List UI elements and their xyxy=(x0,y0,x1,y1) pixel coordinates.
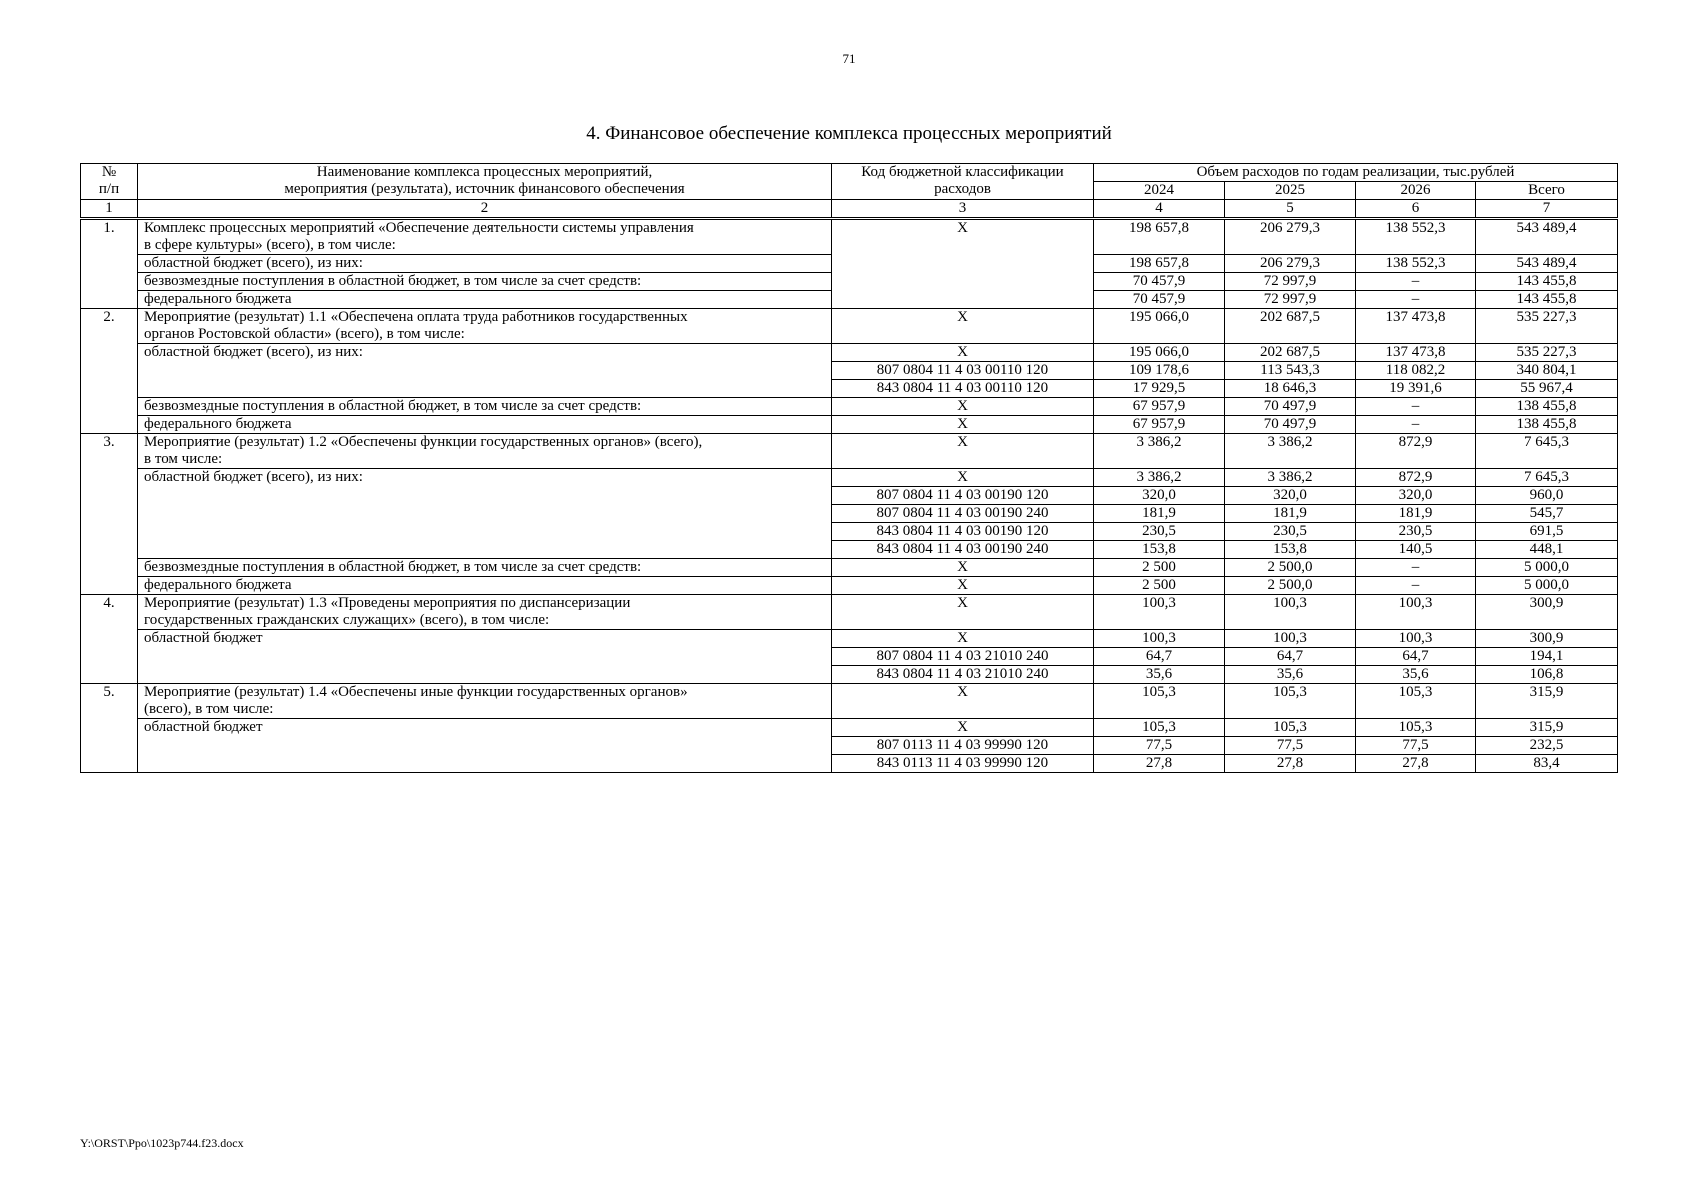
value-cell: 3 386,2 xyxy=(1094,469,1225,487)
budget-code: 807 0804 11 4 03 00190 240 xyxy=(832,505,1094,523)
value-cell: 2 500,0 xyxy=(1225,559,1356,577)
value-cell: 137 473,8 xyxy=(1356,309,1476,344)
value-cell: 545,7 xyxy=(1476,505,1618,523)
row-name: федерального бюджета xyxy=(138,577,832,595)
value-cell: 70 497,9 xyxy=(1225,398,1356,416)
budget-code: X xyxy=(832,416,1094,434)
value-cell: 232,5 xyxy=(1476,737,1618,755)
row-name: областной бюджет xyxy=(138,630,832,684)
value-cell: 960,0 xyxy=(1476,487,1618,505)
header-name xyxy=(138,164,832,200)
value-cell: 7 645,3 xyxy=(1476,434,1618,469)
col-number: 5 xyxy=(1225,200,1356,219)
budget-code: 843 0804 11 4 03 00190 120 xyxy=(832,523,1094,541)
col-number: 2 xyxy=(138,200,832,219)
value-cell: 230,5 xyxy=(1225,523,1356,541)
value-cell: 2 500 xyxy=(1094,559,1225,577)
value-cell: 27,8 xyxy=(1225,755,1356,773)
row-name: безвозмездные поступления в областной бюджет, в том числе за счет средств: xyxy=(138,398,832,416)
value-cell: 55 967,4 xyxy=(1476,380,1618,398)
table-row xyxy=(81,398,1618,416)
value-cell: 3 386,2 xyxy=(1094,434,1225,469)
row-name: Мероприятие (результат) 1.3 «Проведены мероприятия по диспансеризации государственных гражданских служащих» (всего), в том числе: xyxy=(138,595,832,630)
value-cell: 70 457,9 xyxy=(1094,291,1225,309)
value-cell: 198 657,8 xyxy=(1094,219,1225,255)
header-2025: 2025 xyxy=(1225,182,1356,200)
table-header xyxy=(81,164,1618,219)
value-cell: 202 687,5 xyxy=(1225,309,1356,344)
row-number: 4. xyxy=(81,595,138,684)
value-cell: 543 489,4 xyxy=(1476,255,1618,273)
value-cell: – xyxy=(1356,273,1476,291)
value-cell: 691,5 xyxy=(1476,523,1618,541)
value-cell: – xyxy=(1356,398,1476,416)
value-cell: 100,3 xyxy=(1356,595,1476,630)
value-cell: – xyxy=(1356,559,1476,577)
value-cell: 5 000,0 xyxy=(1476,559,1618,577)
value-cell: 300,9 xyxy=(1476,630,1618,648)
value-cell: 2 500 xyxy=(1094,577,1225,595)
value-cell: 72 997,9 xyxy=(1225,291,1356,309)
page-number: 71 xyxy=(842,51,856,66)
budget-code: 843 0113 11 4 03 99990 120 xyxy=(832,755,1094,773)
col-number: 3 xyxy=(832,200,1094,219)
value-cell: 100,3 xyxy=(1094,630,1225,648)
budget-code: X xyxy=(832,719,1094,737)
table-row xyxy=(81,630,1618,648)
value-cell: 535 227,3 xyxy=(1476,309,1618,344)
value-cell: 105,3 xyxy=(1094,684,1225,719)
value-cell: 138 455,8 xyxy=(1476,416,1618,434)
header-2024: 2024 xyxy=(1094,182,1225,200)
row-name: областной бюджет (всего), из них: xyxy=(138,469,832,559)
budget-code: X xyxy=(832,398,1094,416)
table-row xyxy=(81,344,1618,362)
value-cell: 230,5 xyxy=(1094,523,1225,541)
budget-code: 807 0804 11 4 03 21010 240 xyxy=(832,648,1094,666)
value-cell: 35,6 xyxy=(1094,666,1225,684)
budget-code: 807 0804 11 4 03 00190 120 xyxy=(832,487,1094,505)
value-cell: 7 645,3 xyxy=(1476,469,1618,487)
budget-code: X xyxy=(832,309,1094,344)
header-no xyxy=(81,164,138,200)
value-cell: 106,8 xyxy=(1476,666,1618,684)
budget-code: X xyxy=(832,684,1094,719)
value-cell: 872,9 xyxy=(1356,434,1476,469)
value-cell: 300,9 xyxy=(1476,595,1618,630)
value-cell: 64,7 xyxy=(1225,648,1356,666)
table-row xyxy=(81,684,1618,719)
value-cell: 113 543,3 xyxy=(1225,362,1356,380)
value-cell: 64,7 xyxy=(1356,648,1476,666)
value-cell: 3 386,2 xyxy=(1225,469,1356,487)
value-cell: 77,5 xyxy=(1094,737,1225,755)
budget-code: X xyxy=(832,595,1094,630)
value-cell: 448,1 xyxy=(1476,541,1618,559)
file-path: Y:\ORST\Ppo\1023p744.f23.docx xyxy=(80,1136,244,1150)
header-code-text: Код бюджетной классификации расходов xyxy=(861,164,1064,197)
header-2026: 2026 xyxy=(1356,182,1476,200)
row-name: Мероприятие (результат) 1.2 «Обеспечены функции государственных органов» (всего), в том числе: xyxy=(138,434,832,469)
value-cell: 3 386,2 xyxy=(1225,434,1356,469)
col-number: 7 xyxy=(1476,200,1618,219)
value-cell: 138 552,3 xyxy=(1356,219,1476,255)
row-name: федерального бюджета xyxy=(138,291,832,309)
value-cell: 70 457,9 xyxy=(1094,273,1225,291)
value-cell: 543 489,4 xyxy=(1476,219,1618,255)
header-name-text: Наименование комплекса процессных мероприятий, мероприятия (результата), источник финансового обеспечения xyxy=(284,164,685,197)
budget-code: X xyxy=(832,219,1094,309)
value-cell: 70 497,9 xyxy=(1225,416,1356,434)
col-number: 6 xyxy=(1356,200,1476,219)
value-cell: 320,0 xyxy=(1225,487,1356,505)
budget-code: 843 0804 11 4 03 21010 240 xyxy=(832,666,1094,684)
value-cell: 100,3 xyxy=(1094,595,1225,630)
row-name: Комплекс процессных мероприятий «Обеспечение деятельности системы управления в сфере культуры» (всего), в том числе: xyxy=(138,219,832,255)
value-cell: 72 997,9 xyxy=(1225,273,1356,291)
budget-code: X xyxy=(832,434,1094,469)
budget-code: X xyxy=(832,630,1094,648)
value-cell: 105,3 xyxy=(1356,684,1476,719)
value-cell: 138 455,8 xyxy=(1476,398,1618,416)
column-numbers-row xyxy=(81,200,1618,219)
value-cell: – xyxy=(1356,291,1476,309)
value-cell: 153,8 xyxy=(1094,541,1225,559)
value-cell: 195 066,0 xyxy=(1094,309,1225,344)
table-row xyxy=(81,577,1618,595)
value-cell: 153,8 xyxy=(1225,541,1356,559)
value-cell: 27,8 xyxy=(1094,755,1225,773)
budget-code: 807 0113 11 4 03 99990 120 xyxy=(832,737,1094,755)
value-cell: 230,5 xyxy=(1356,523,1476,541)
table-row xyxy=(81,416,1618,434)
row-number: 1. xyxy=(81,219,138,309)
budget-code: X xyxy=(832,344,1094,362)
row-name: областной бюджет xyxy=(138,719,832,773)
value-cell: 18 646,3 xyxy=(1225,380,1356,398)
budget-code: 807 0804 11 4 03 00110 120 xyxy=(832,362,1094,380)
row-name: областной бюджет (всего), из них: xyxy=(138,255,832,273)
value-cell: 206 279,3 xyxy=(1225,255,1356,273)
value-cell: 194,1 xyxy=(1476,648,1618,666)
value-cell: 138 552,3 xyxy=(1356,255,1476,273)
value-cell: 202 687,5 xyxy=(1225,344,1356,362)
table-row xyxy=(81,219,1618,255)
value-cell: 77,5 xyxy=(1356,737,1476,755)
header-no-text: № п/п xyxy=(98,164,120,197)
value-cell: 64,7 xyxy=(1094,648,1225,666)
value-cell: 315,9 xyxy=(1476,719,1618,737)
budget-code: 843 0804 11 4 03 00110 120 xyxy=(832,380,1094,398)
row-name: безвозмездные поступления в областной бюджет, в том числе за счет средств: xyxy=(138,559,832,577)
value-cell: 340 804,1 xyxy=(1476,362,1618,380)
value-cell: 143 455,8 xyxy=(1476,273,1618,291)
value-cell: 195 066,0 xyxy=(1094,344,1225,362)
value-cell: 2 500,0 xyxy=(1225,577,1356,595)
value-cell: 315,9 xyxy=(1476,684,1618,719)
value-cell: 181,9 xyxy=(1225,505,1356,523)
row-name: безвозмездные поступления в областной бюджет, в том числе за счет средств: xyxy=(138,273,832,291)
table-row xyxy=(81,309,1618,344)
value-cell: 105,3 xyxy=(1225,719,1356,737)
value-cell: 67 957,9 xyxy=(1094,416,1225,434)
row-name: федерального бюджета xyxy=(138,416,832,434)
row-number: 5. xyxy=(81,684,138,773)
value-cell: 320,0 xyxy=(1356,487,1476,505)
budget-code: 843 0804 11 4 03 00190 240 xyxy=(832,541,1094,559)
row-number: 3. xyxy=(81,434,138,595)
value-cell: 320,0 xyxy=(1094,487,1225,505)
header-volume: Объем расходов по годам реализации, тыс.рублей xyxy=(1094,164,1618,182)
row-name: областной бюджет (всего), из них: xyxy=(138,344,832,398)
financial-table xyxy=(80,163,1618,773)
table-row xyxy=(81,434,1618,469)
table-body xyxy=(81,219,1618,773)
value-cell: 35,6 xyxy=(1225,666,1356,684)
value-cell: 35,6 xyxy=(1356,666,1476,684)
table-row xyxy=(81,469,1618,487)
value-cell: 181,9 xyxy=(1356,505,1476,523)
value-cell: 100,3 xyxy=(1225,595,1356,630)
row-name: Мероприятие (результат) 1.4 «Обеспечены иные функции государственных органов» (всего), в том числе: xyxy=(138,684,832,719)
row-number: 2. xyxy=(81,309,138,434)
value-cell: 77,5 xyxy=(1225,737,1356,755)
value-cell: 100,3 xyxy=(1356,630,1476,648)
value-cell: 118 082,2 xyxy=(1356,362,1476,380)
value-cell: 181,9 xyxy=(1094,505,1225,523)
value-cell: 67 957,9 xyxy=(1094,398,1225,416)
row-name: Мероприятие (результат) 1.1 «Обеспечена оплата труда работников государственных органов Ростовской области» (всего), в том числе: xyxy=(138,309,832,344)
value-cell: 140,5 xyxy=(1356,541,1476,559)
value-cell: 83,4 xyxy=(1476,755,1618,773)
value-cell: 109 178,6 xyxy=(1094,362,1225,380)
budget-code: X xyxy=(832,469,1094,487)
table-row xyxy=(81,595,1618,630)
value-cell: – xyxy=(1356,416,1476,434)
header-code xyxy=(832,164,1094,200)
table-row xyxy=(81,719,1618,737)
col-number: 4 xyxy=(1094,200,1225,219)
value-cell: 137 473,8 xyxy=(1356,344,1476,362)
value-cell: 535 227,3 xyxy=(1476,344,1618,362)
value-cell: 198 657,8 xyxy=(1094,255,1225,273)
col-number: 1 xyxy=(81,200,138,219)
value-cell: 27,8 xyxy=(1356,755,1476,773)
value-cell: 872,9 xyxy=(1356,469,1476,487)
value-cell: 143 455,8 xyxy=(1476,291,1618,309)
budget-code: X xyxy=(832,559,1094,577)
header-total: Всего xyxy=(1476,182,1618,200)
budget-code: X xyxy=(832,577,1094,595)
value-cell: 19 391,6 xyxy=(1356,380,1476,398)
table-row xyxy=(81,559,1618,577)
value-cell: 105,3 xyxy=(1094,719,1225,737)
value-cell: 5 000,0 xyxy=(1476,577,1618,595)
value-cell: 105,3 xyxy=(1225,684,1356,719)
value-cell: 100,3 xyxy=(1225,630,1356,648)
value-cell: 17 929,5 xyxy=(1094,380,1225,398)
value-cell: 105,3 xyxy=(1356,719,1476,737)
value-cell: 206 279,3 xyxy=(1225,219,1356,255)
page-title: 4. Финансовое обеспечение комплекса процессных мероприятий xyxy=(586,123,1112,144)
value-cell: – xyxy=(1356,577,1476,595)
